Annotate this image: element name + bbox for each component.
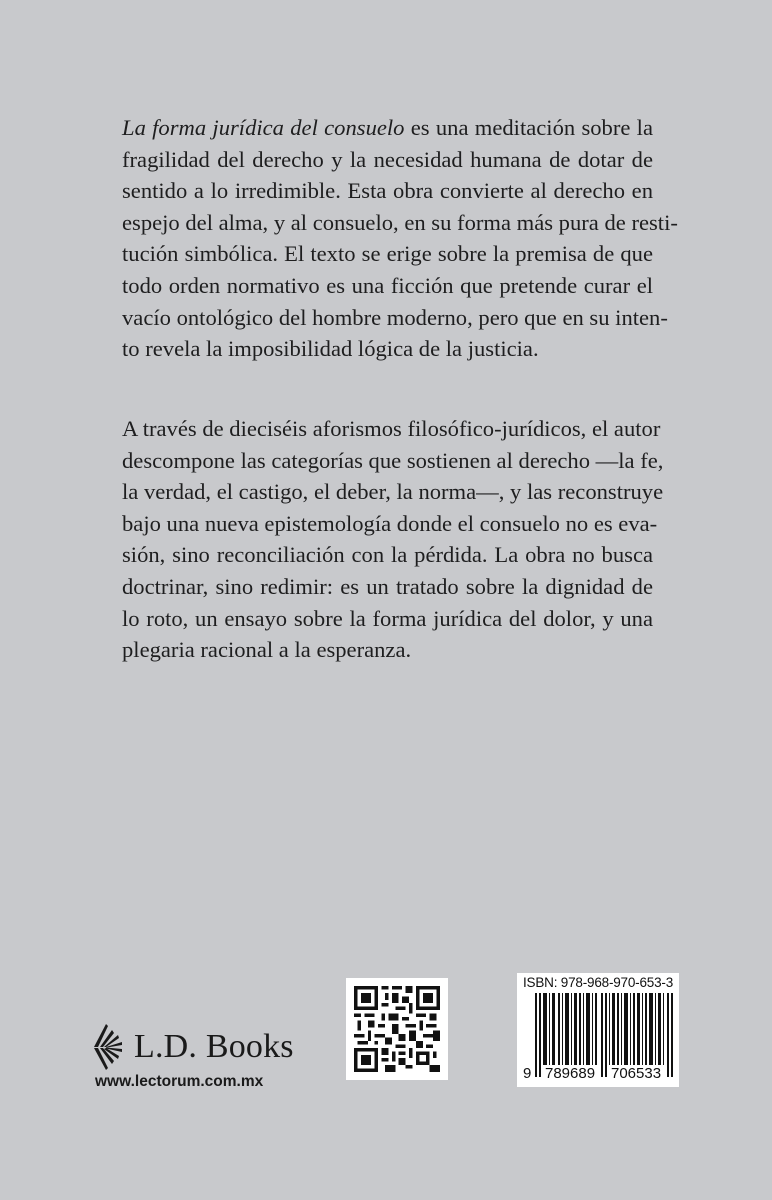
text-line: fragilidad del derecho y la necesidad humana de dotar de [122, 146, 653, 172]
book-title-italic: La forma jurídica del consuelo [122, 115, 405, 140]
text-line: descompone las categorías que sostienen al derecho —la fe, [122, 447, 664, 473]
publisher-name: L.D. Books [134, 1028, 294, 1065]
text-line: sentido a lo irredimible. Esta obra convierte al derecho en [122, 178, 653, 204]
isbn-label: ISBN: 978-968-970-653-3 [523, 975, 673, 990]
isbn-barcode [517, 973, 679, 1087]
text-line: A través de dieciséis aforismos filosófico-jurídicos, el autor [122, 416, 661, 441]
barcode-digit-first: 9 [523, 1065, 532, 1082]
text-line: sión, sino reconciliación con la pérdida. La obra no busca [122, 542, 653, 568]
text-line: doctrinar, sino redimir: es un tratado sobre la dignidad de [122, 573, 653, 599]
fan-logo-icon [92, 1022, 130, 1072]
publisher-url: www.lectorum.com.mx [95, 1073, 264, 1090]
publisher-logo [92, 1022, 294, 1072]
text-line: plegaria racional a la esperanza. [122, 637, 412, 663]
barcode-digits-right: 706533 [611, 1065, 662, 1082]
text-line: espejo del alma, y al consuelo, en su forma más pura de resti- [122, 209, 678, 235]
qr-code [346, 978, 448, 1080]
synopsis-paragraph-1 [122, 112, 678, 365]
text-line: bajo una nueva epistemología donde el consuelo no es eva- [122, 510, 658, 536]
text-line: tución simbólica. El texto se erige sobre la premisa de que [122, 241, 653, 267]
qr-code-icon [354, 986, 440, 1072]
text-line: lo roto, un ensayo sobre la forma jurídica del dolor, y una [122, 605, 653, 631]
text-line: vacío ontológico del hombre moderno, pero que en su inten- [122, 304, 668, 330]
barcode-digits-left: 789689 [545, 1065, 596, 1082]
text-line: todo orden normativo es una ficción que pretende curar el [122, 272, 653, 298]
text-line: la verdad, el castigo, el deber, la norma—, y las reconstruye [122, 479, 664, 505]
synopsis-paragraph-2 [122, 413, 664, 666]
text-line: to revela la imposibilidad lógica de la justicia. [122, 336, 539, 362]
text-line: La forma jurídica del consuelo es una meditación sobre la [122, 115, 653, 140]
